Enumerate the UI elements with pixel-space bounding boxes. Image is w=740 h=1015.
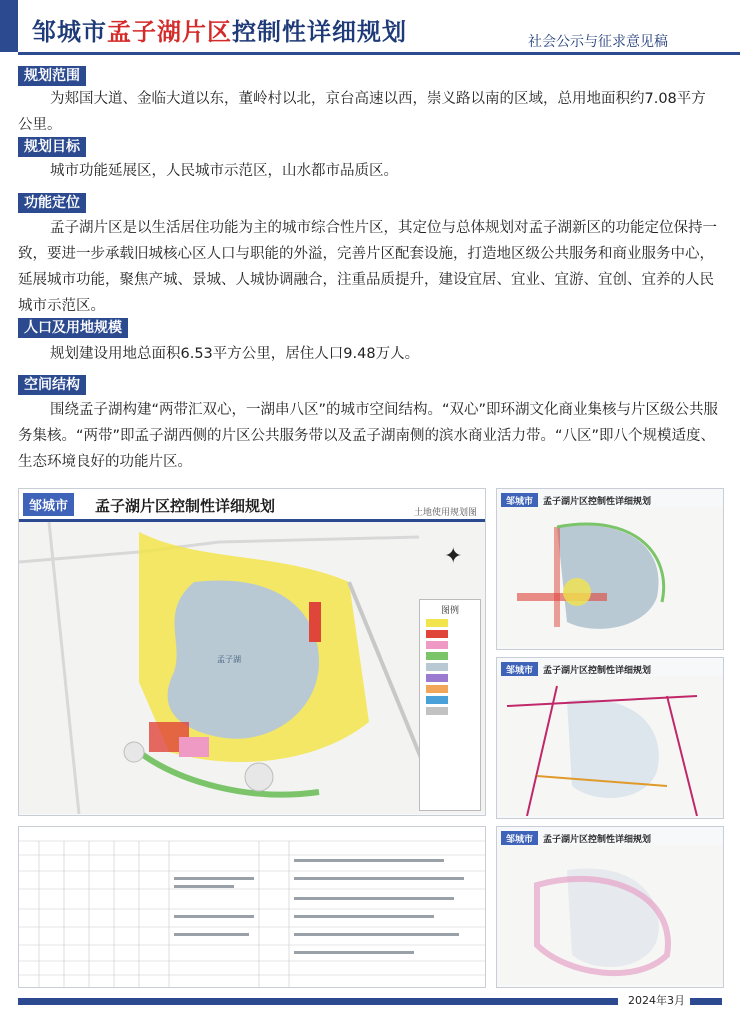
footer-rule-end — [690, 998, 722, 1005]
thumb3-title: 孟子湖片区控制性详细规划 — [543, 835, 652, 845]
plan-data-table — [18, 826, 486, 988]
land-use-map — [18, 488, 486, 816]
section-text-goal: 城市功能延展区，人民城市示范区，山水都市品质区。 — [50, 163, 398, 179]
thumb1-title: 孟子湖片区控制性详细规划 — [543, 497, 652, 507]
legend-swatch-public — [426, 641, 448, 649]
thumb-traffic-map — [496, 657, 724, 819]
legend-swatch-green — [426, 652, 448, 660]
section-title-scope: 规划范围 — [18, 66, 86, 86]
header-accent-bar — [0, 0, 18, 52]
page-title — [32, 12, 407, 47]
north-arrow-icon: ✦ — [444, 544, 463, 569]
lake-label: 孟子湖 — [217, 655, 241, 664]
map-graphic — [19, 522, 485, 814]
section-text-scope: 为郏国大道、金临大道以东，董岭村以北，京台高速以西，崇义路以南的区域，总用地面积约7.08平方公里。 — [18, 91, 706, 133]
title-plan: 控制性详细规划 — [232, 18, 407, 46]
footer-date: 2024年3月 — [628, 994, 685, 1007]
map-legend — [419, 599, 481, 811]
legend-swatch-residential — [426, 619, 448, 627]
thumb3-logo: 邹城市 — [501, 831, 538, 846]
page-header — [0, 0, 740, 56]
legend-swatch-commercial — [426, 630, 448, 638]
title-area: 孟子湖片区 — [107, 18, 232, 46]
thumb1-logo: 邹城市 — [501, 493, 538, 508]
legend-title: 图例 — [440, 606, 459, 616]
section-title-scale: 人口及用地规模 — [18, 318, 128, 338]
legend-swatch-mixed — [426, 685, 448, 693]
map-logo: 邹城市 — [23, 493, 74, 516]
section-text-scale: 规划建设用地总面积6.53平方公里，居住人口9.48万人。 — [50, 346, 420, 362]
map-subtitle: 土地使用规划图 — [413, 508, 477, 518]
legend-swatch-utility — [426, 696, 448, 704]
thumb2-graphic — [497, 676, 723, 816]
title-city: 邹城市 — [32, 18, 107, 46]
section-title-goal: 规划目标 — [18, 137, 86, 157]
header-rule — [18, 52, 740, 55]
thumb2-title: 孟子湖片区控制性详细规划 — [543, 666, 652, 676]
map-title: 孟子湖片区控制性详细规划 — [95, 497, 276, 515]
thumb1-graphic — [497, 507, 723, 647]
thumb3-graphic — [497, 845, 723, 985]
thumb-facility-map — [496, 826, 724, 988]
map-header — [19, 489, 485, 522]
thumb2-logo: 邹城市 — [501, 662, 538, 677]
draft-tag: 社会公示与征求意见稿 — [528, 34, 668, 50]
section-text-positioning: 孟子湖片区是以生活居住功能为主的城市综合性片区，其定位与总体规划对孟子湖新区的功能定位保持一致，要进一步承载旧城核心区人口与职能的外溢，完善片区配套设施，打造地区级公共服务和商业服务中心，延展城市功能，聚焦产城、景城、人城协调融合，注重品质提升，建设宜居、宜业、宜游、宜创、宜养的人民城市示范区。 — [18, 220, 717, 314]
legend-swatch-road — [426, 707, 448, 715]
footer-rule — [18, 998, 618, 1005]
legend-swatch-water — [426, 663, 448, 671]
legend-swatch-education — [426, 674, 448, 682]
section-title-structure: 空间结构 — [18, 375, 86, 395]
section-text-structure: 围绕孟子湖构建“两带汇双心，一湖串八区”的城市空间结构。“双心”即环湖文化商业集核与片区级公共服务集核。“两带”即孟子湖西侧的片区公共服务带以及孟子湖南侧的滨水商业活力带。“八区”即八个规模适度、生态环境良好的功能片区。 — [18, 402, 719, 470]
table-graphic — [19, 827, 485, 987]
thumb-structure-map — [496, 488, 724, 650]
section-title-positioning: 功能定位 — [18, 193, 86, 213]
